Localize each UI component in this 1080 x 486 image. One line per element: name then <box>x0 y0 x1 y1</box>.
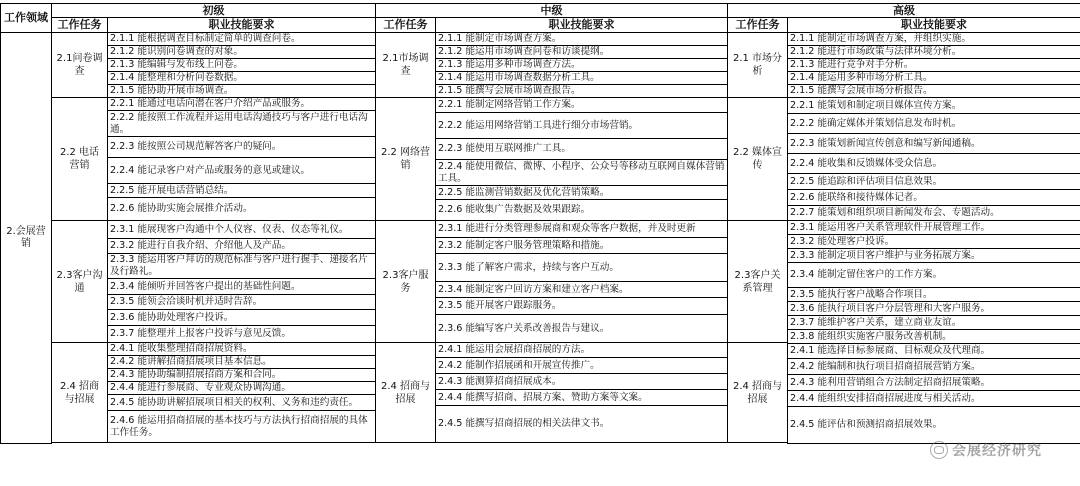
table-row <box>1 221 1080 235</box>
requirement-item: 2.1.1 能制定市场调查方案，并组织实施。 <box>788 33 1080 46</box>
requirement-item: 2.2.5 能监测营销数据及优化营销策略。 <box>436 186 728 200</box>
requirement-item: 2.3.1 能进行分类管理参展商和观众等客户数据，并及时更新 <box>436 221 728 238</box>
requirement-item: 2.4.3 能利用营销组合方法制定招商招展策略。 <box>788 375 1080 391</box>
requirement-item: 2.1.4 能整理和分析问卷数据。 <box>108 72 376 85</box>
requirement-item: 2.4.6 能运用招商招展的基本技巧与方法执行招商招展的具体工作任务。 <box>108 411 376 443</box>
requirement-item: 2.3.3 能运用客户拜访的规范标准与客户进行握手、递接名片及行路礼。 <box>108 254 376 279</box>
level-header-row <box>1 4 1080 18</box>
requirement-item: 2.1.4 能运用市场调查数据分析工具。 <box>436 72 728 85</box>
requirement-item: 2.3.2 能进行自我介绍、介绍他人及产品。 <box>108 239 376 254</box>
watermark-text: 会展经济研究 <box>952 443 1042 459</box>
requirement-item: 2.2.6 能收集广告数据及效果跟踪。 <box>436 200 728 221</box>
task-cell: 2.1问卷调查 <box>52 33 108 98</box>
requirement-item: 2.2.5 能开展电话营销总结。 <box>108 184 376 198</box>
requirement-header-1: 职业技能要求 <box>436 18 728 33</box>
requirement-item: 2.4.5 能评估和预测招商招展效果。 <box>788 407 1080 444</box>
requirement-item: 2.3.1 能展现客户沟通中个人仪容、仪表、仪态等礼仪。 <box>108 221 376 239</box>
requirement-item: 2.3.2 能处理客户投诉。 <box>788 235 1080 249</box>
requirement-item: 2.4.1 能运用会展招商招展的方法。 <box>436 343 728 358</box>
requirement-item: 2.3.4 能制定客户回访方案和建立客户档案。 <box>436 282 728 298</box>
requirement-item: 2.1.2 能运用市场调查问卷和访谈提纲。 <box>436 46 728 59</box>
task-cell: 2.4 招商与招展 <box>728 343 788 443</box>
requirement-item: 2.3.5 能领会洽谈时机并适时告辞。 <box>108 295 376 310</box>
task-cell: 2.1 市场分析 <box>728 33 788 98</box>
task-cell: 2.3客户服务 <box>376 221 436 343</box>
requirement-item: 2.4.4 能组织安排招商招展进度与相关活动。 <box>788 391 1080 407</box>
requirement-item: 2.4.3 能协助编制招展招商方案和合同。 <box>108 369 376 382</box>
task-cell: 2.4 招商与招展 <box>52 343 108 443</box>
table-row <box>1 59 1080 72</box>
requirement-item: 2.3.6 能执行项目客户分层管理和大客户服务。 <box>788 302 1080 316</box>
task-header-0: 工作任务 <box>52 18 108 33</box>
requirement-item: 2.4.5 能协助讲解招展项目相关的权利、义务和违约责任。 <box>108 395 376 411</box>
skills-requirement-table <box>0 3 1080 444</box>
requirement-item: 2.3.7 能整理并上报客户投诉与意见反馈。 <box>108 326 376 343</box>
column-header-row <box>1 18 1080 33</box>
requirement-item: 2.4.1 能收集整理招商招展资料。 <box>108 343 376 356</box>
requirement-item: 2.4.1 能选择目标参展商、目标观众及代理商。 <box>788 344 1080 359</box>
requirement-item: 2.2.2 能按照工作流程并运用电话沟通技巧与客户进行电话沟通。 <box>108 111 376 137</box>
requirement-item: 2.1.2 能识别问卷调查的对象。 <box>108 46 376 59</box>
requirement-item: 2.2.7 能策划和组织项目新闻发布会、专题活动。 <box>788 206 1080 221</box>
table-row <box>1 46 1080 59</box>
table-row <box>1 85 1080 98</box>
requirement-item: 2.3.5 能执行客户战略合作项目。 <box>788 288 1080 302</box>
requirement-item: 2.1.5 能撰写会展市场调查报告。 <box>436 85 728 98</box>
requirement-item: 2.3.5 能开展客户跟踪服务。 <box>436 298 728 315</box>
level-header-2: 高级 <box>728 4 1080 18</box>
requirement-item: 2.1.5 能协助开展市场调查。 <box>108 85 376 98</box>
domain-header: 工作领域 <box>1 4 52 33</box>
requirement-item: 2.1.1 能制定市场调查方案。 <box>436 33 728 46</box>
requirement-item: 2.2.1 能通过电话向潜在客户介绍产品或服务。 <box>108 98 376 111</box>
requirement-item: 2.2.2 能运用网络营销工具进行细分市场营销。 <box>436 113 728 139</box>
requirement-item: 2.3.4 能倾听并回答客户提出的基础性问题。 <box>108 279 376 295</box>
requirement-item: 2.4.3 能测算招商招展成本。 <box>436 374 728 390</box>
requirement-item: 2.4.5 能撰写招商招展的相关法律文书。 <box>436 406 728 443</box>
requirement-item: 2.2.4 能收集和反馈媒体受众信息。 <box>788 154 1080 174</box>
requirement-header-2: 职业技能要求 <box>788 18 1080 33</box>
requirement-item: 2.2.2 能确定媒体并策划信息发布时机。 <box>788 114 1080 134</box>
requirement-item: 2.3.6 能协助处理客户投诉。 <box>108 310 376 326</box>
task-header-2: 工作任务 <box>728 18 788 33</box>
table-row <box>1 72 1080 85</box>
task-cell: 2.2 媒体宣传 <box>728 98 788 221</box>
task-cell: 2.2 网络营销 <box>376 98 436 221</box>
requirement-item: 2.2.1 能策划和制定项目媒体宣传方案。 <box>788 98 1080 114</box>
requirement-item: 2.4.2 能制作招展函和开展宣传推广。 <box>436 358 728 374</box>
requirement-item: 2.3.7 能维护客户关系，建立商业友谊。 <box>788 316 1080 330</box>
requirement-item: 2.4.2 能讲解招商招展项目基本信息。 <box>108 356 376 369</box>
requirement-item: 2.3.3 能了解客户需求，持续与客户互动。 <box>436 254 728 282</box>
requirement-item: 2.3.2 能制定客户服务管理策略和措施。 <box>436 238 728 254</box>
requirement-item: 2.3.8 能组织实施客户服务改善机制。 <box>788 330 1080 344</box>
requirement-item: 2.3.3 能制定项目客户维护与业务拓展方案。 <box>788 249 1080 263</box>
requirement-item: 2.3.6 能编写客户关系改善报告与建议。 <box>436 315 728 343</box>
requirement-item: 2.3.4 能制定留住客户的工作方案。 <box>788 263 1080 288</box>
requirement-item: 2.4.2 能编制和执行项目招商招展营销方案。 <box>788 359 1080 375</box>
requirement-item: 2.2.3 能按照公司规范解答客户的疑问。 <box>108 137 376 158</box>
requirement-item: 2.1.5 能撰写会展市场分析报告。 <box>788 85 1080 98</box>
task-cell: 2.4 招商与招展 <box>376 343 436 443</box>
requirement-item: 2.1.1 能根据调查目标制定简单的调查问卷。 <box>108 33 376 46</box>
level-header-1: 中级 <box>376 4 728 18</box>
requirement-item: 2.1.4 能运用多种市场分析工具。 <box>788 72 1080 85</box>
requirement-item: 2.2.1 能制定网络营销工作方案。 <box>436 98 728 113</box>
requirement-item: 2.1.3 能运用多种市场调查方法。 <box>436 59 728 72</box>
requirement-item: 2.2.3 能使用互联网推广工具。 <box>436 139 728 160</box>
task-header-1: 工作任务 <box>376 18 436 33</box>
requirement-item: 2.1.3 能编辑与发布线上问卷。 <box>108 59 376 72</box>
requirement-item: 2.2.4 能使用微信、微博、小程序、公众号等移动互联网自媒体营销工具。 <box>436 160 728 186</box>
table-row <box>1 33 1080 46</box>
requirement-item: 2.2.4 能记录客户对产品或服务的意见或建议。 <box>108 158 376 184</box>
requirement-item: 2.4.4 能进行参展商、专业观众协调沟通。 <box>108 382 376 395</box>
task-cell: 2.1市场调查 <box>376 33 436 98</box>
task-cell: 2.2 电话营销 <box>52 98 108 221</box>
level-header-0: 初级 <box>52 4 376 18</box>
requirement-item: 2.2.5 能追踪和评估项目信息效果。 <box>788 174 1080 190</box>
task-cell: 2.3客户沟通 <box>52 221 108 343</box>
requirement-item: 2.1.3 能进行竞争对手分析。 <box>788 59 1080 72</box>
requirement-item: 2.4.4 能撰写招商、招展方案、赞助方案等文案。 <box>436 390 728 406</box>
requirement-item: 2.3.1 能运用客户关系管理软件开展管理工作。 <box>788 221 1080 235</box>
table-row <box>1 98 1080 111</box>
domain-cell: 2.会展营销 <box>1 33 52 444</box>
requirement-item: 2.1.2 能进行市场政策与法律环境分析。 <box>788 46 1080 59</box>
requirement-item: 2.2.6 能协助实施会展推介活动。 <box>108 198 376 221</box>
requirement-item: 2.2.3 能策划新闻宣传创意和编写新闻通稿。 <box>788 134 1080 154</box>
requirement-item: 2.2.6 能联络和接待媒体记者。 <box>788 190 1080 206</box>
requirement-header-0: 职业技能要求 <box>108 18 376 33</box>
task-cell: 2.3客户关系管理 <box>728 221 788 343</box>
